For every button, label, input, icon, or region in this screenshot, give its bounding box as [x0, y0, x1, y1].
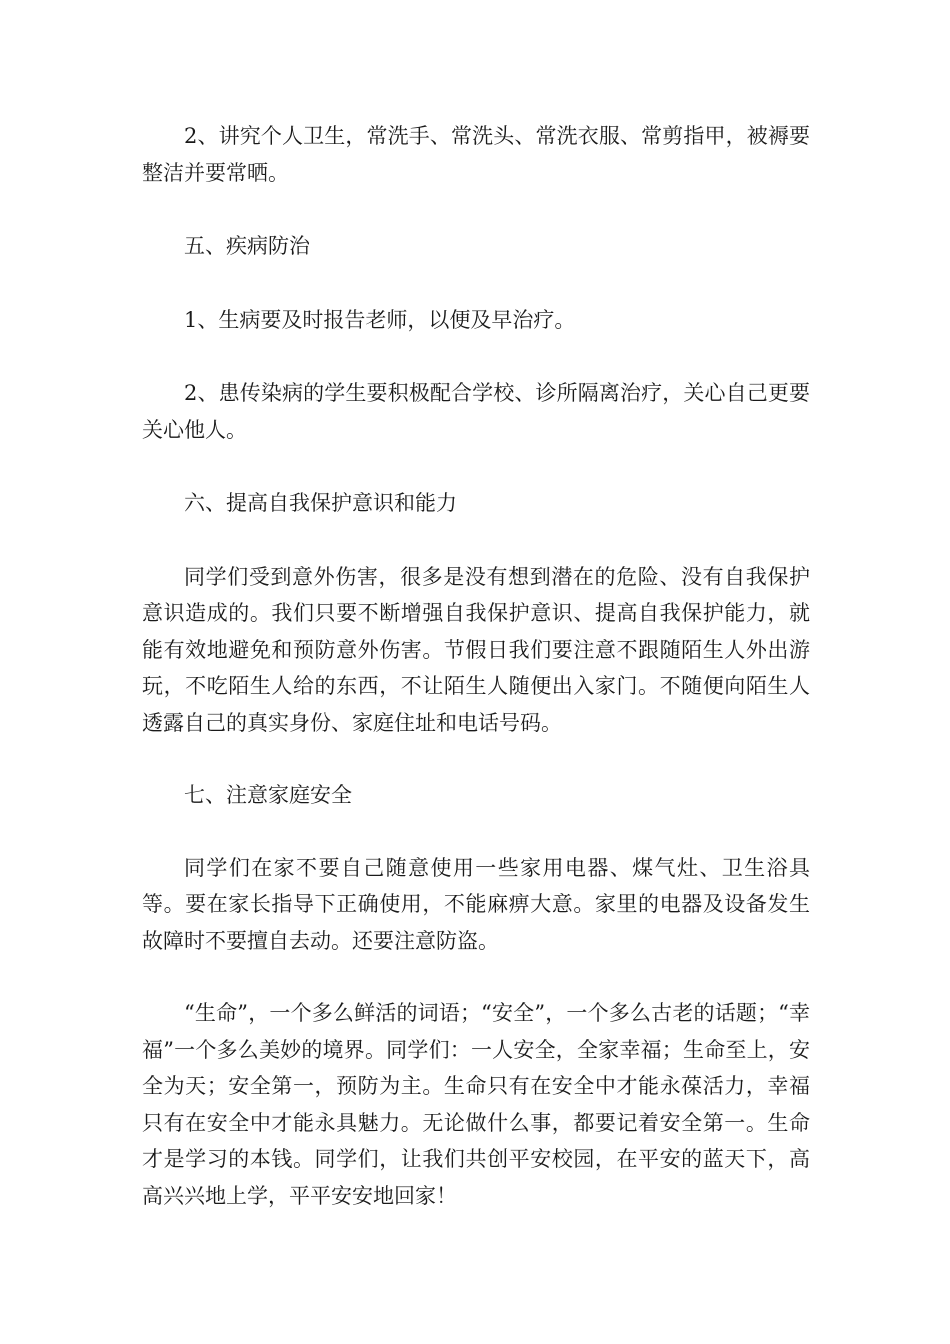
document-body: [142, 118, 810, 1214]
heading-home-safety: 七、注意家庭安全: [184, 783, 352, 807]
paragraph-infectious-disease: 2、患传染病的学生要积极配合学校、诊所隔离治疗，关心自己更要关心他人。: [142, 381, 810, 442]
paragraph-hygiene: 2、讲究个人卫生，常洗手、常洗头、常洗衣服、常剪指甲，被褥要整洁并要常晒。: [142, 124, 810, 185]
paragraph-conclusion: “生命”，一个多么鲜活的词语；“安全”，一个多么古老的话题；“幸福”一个多么美妙的境界。同学们：一人安全，全家幸福；生命至上，安全为天；安全第一，预防为主。生命只有在安全中才能永葆活力，幸福只有在安全中才能永具魅力。无论做什么事，都要记着安全第一。生命才是学习的本钱。同学们，让我们共创平安校园，在平安的蓝天下，高高兴兴地上学，平平安安地回家！: [142, 1001, 810, 1208]
paragraph-home-safety: 同学们在家不要自己随意使用一些家用电器、煤气灶、卫生浴具等。要在家长指导下正确使用，不能麻痹大意。家里的电器及设备发生故障时不要擅自去动。还要注意防盗。: [142, 855, 810, 953]
heading-self-protection: 六、提高自我保护意识和能力: [184, 491, 457, 515]
heading-disease-prevention: 五、疾病防治: [184, 234, 310, 258]
paragraph-report-illness: 1、生病要及时报告老师，以便及早治疗。: [184, 307, 576, 332]
paragraph-self-protection: 同学们受到意外伤害，很多是没有想到潜在的危险、没有自我保护意识造成的。我们只要不断增强自我保护意识、提高自我保护能力，就能有效地避免和预防意外伤害。节假日我们要注意不跟随陌生人外出游玩，不吃陌生人给的东西，不让陌生人随便出入家门。不随便向陌生人透露自己的真实身份、家庭住址和电话号码。: [142, 564, 810, 735]
